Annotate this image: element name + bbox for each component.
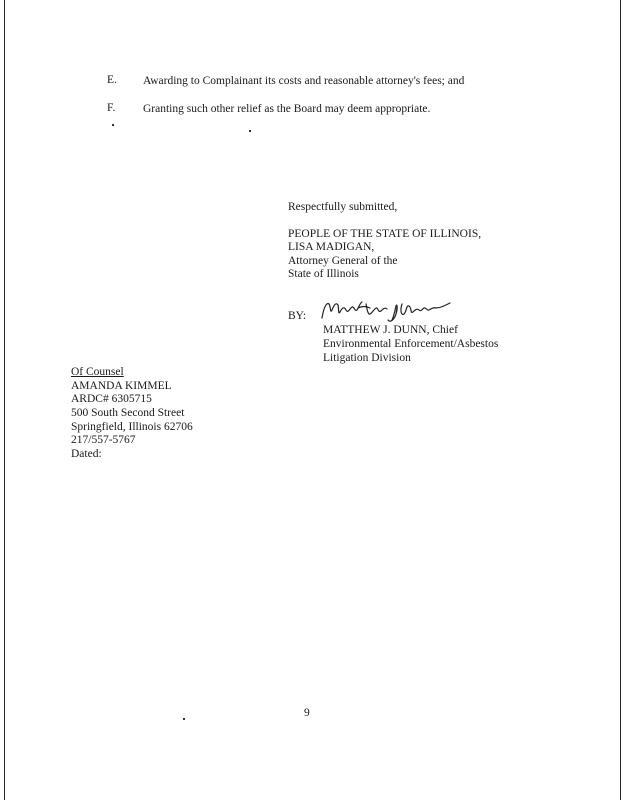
party-line: LISA MADIGAN, <box>288 241 375 253</box>
by-label: BY: <box>288 310 307 322</box>
relief-letter-e: E. <box>107 74 117 86</box>
speck <box>112 124 114 126</box>
signer-line: Litigation Division <box>323 352 411 364</box>
signer-line: Environmental Enforcement/Asbestos <box>323 338 499 350</box>
counsel-name: AMANDA KIMMEL <box>71 380 172 392</box>
speck <box>183 718 185 720</box>
signer-line: MATTHEW J. DUNN, Chief <box>323 324 458 336</box>
handwritten-signature-icon <box>318 296 453 326</box>
closing-line: Respectfully submitted, <box>288 201 398 213</box>
counsel-dated: Dated: <box>71 448 102 460</box>
party-line: State of Illinois <box>288 268 359 280</box>
speck <box>249 130 251 132</box>
relief-letter-f: F. <box>107 102 116 114</box>
page-edge-left <box>4 0 5 800</box>
counsel-phone: 217/557-5767 <box>71 434 136 446</box>
relief-text-f: Granting such other relief as the Board may deem appropriate. <box>143 103 431 115</box>
page-number: 9 <box>304 707 310 719</box>
relief-text-e: Awarding to Complainant its costs and reasonable attorney's fees; and <box>143 75 465 87</box>
counsel-city: Springfield, Illinois 62706 <box>71 421 193 433</box>
signature <box>318 296 453 326</box>
counsel-ardc: ARDC# 6305715 <box>71 393 152 405</box>
counsel-street: 500 South Second Street <box>71 407 185 419</box>
party-line: Attorney General of the <box>288 255 398 267</box>
counsel-heading: Of Counsel <box>71 366 124 378</box>
party-line: PEOPLE OF THE STATE OF ILLINOIS, <box>288 228 482 240</box>
page-edge-right <box>620 0 621 800</box>
